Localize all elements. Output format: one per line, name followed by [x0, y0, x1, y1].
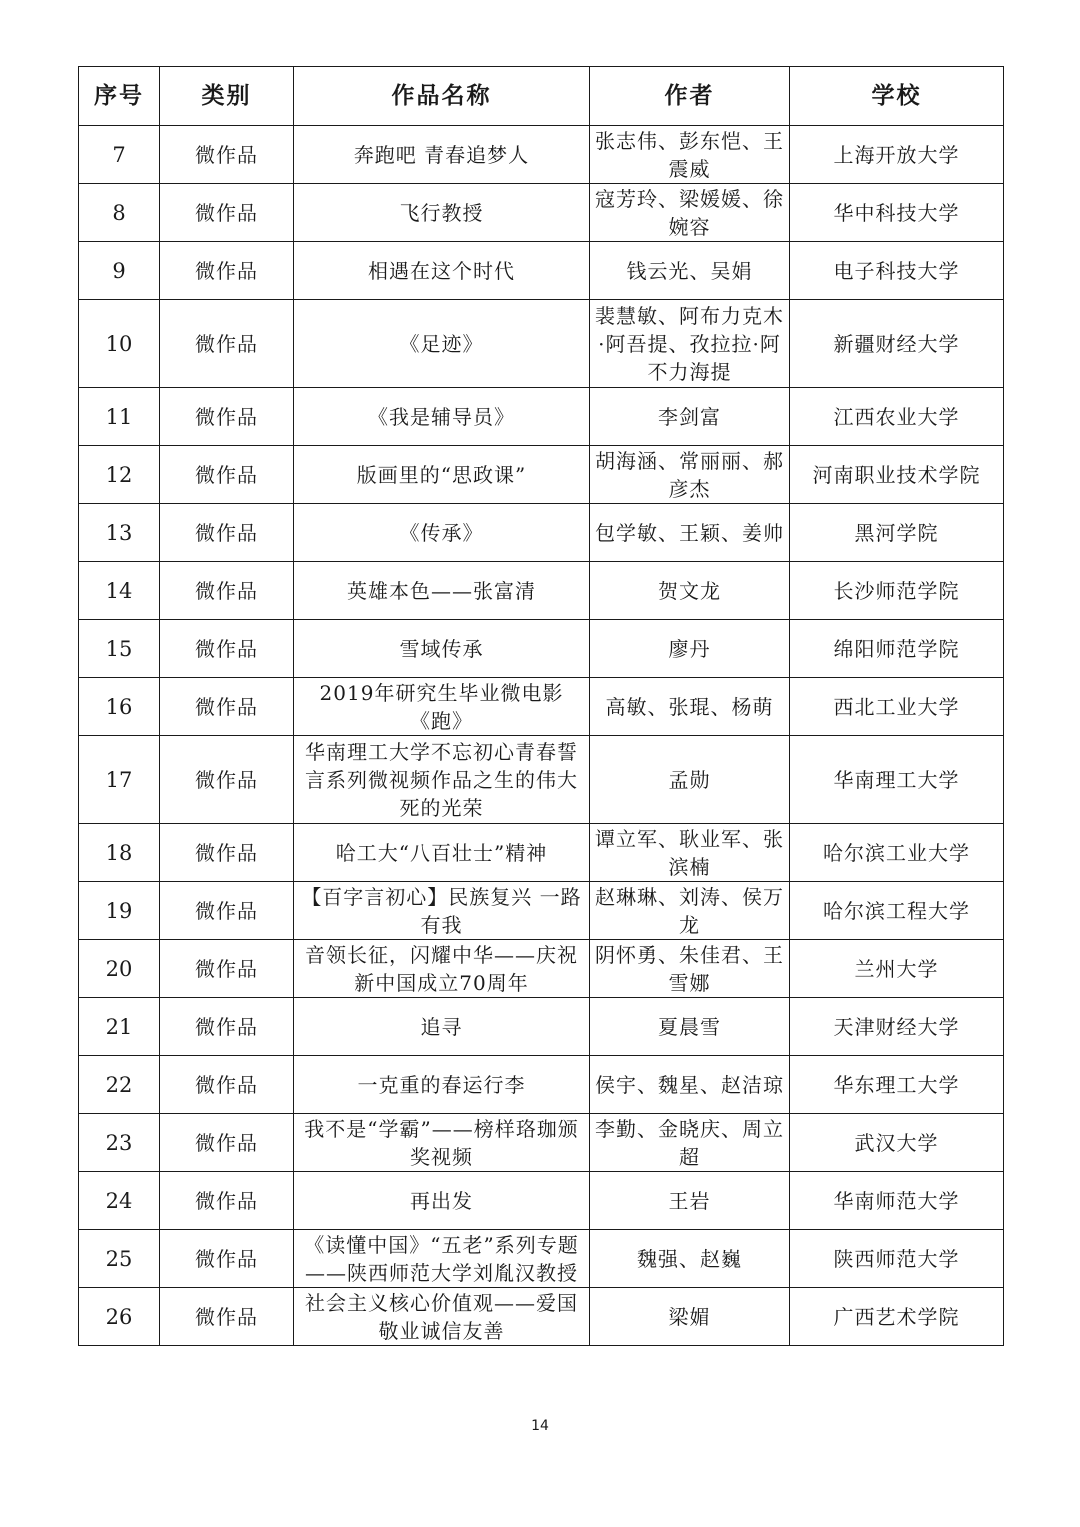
cell-category: 微作品 — [160, 562, 294, 620]
cell-title: 《读懂中国》“五老”系列专题——陕西师范大学刘胤汉教授 — [294, 1230, 590, 1288]
cell-category: 微作品 — [160, 940, 294, 998]
cell-category: 微作品 — [160, 998, 294, 1056]
cell-category: 微作品 — [160, 184, 294, 242]
cell-author: 阴怀勇、朱佳君、王雪娜 — [590, 940, 790, 998]
table-header-row — [79, 67, 1004, 126]
table-body — [79, 126, 1004, 1346]
table-row — [79, 242, 1004, 300]
cell-no: 26 — [79, 1288, 160, 1346]
cell-author: 魏强、赵巍 — [590, 1230, 790, 1288]
cell-title: 2019年研究生毕业微电影《跑》 — [294, 678, 590, 736]
cell-author: 包学敏、王颖、姜帅 — [590, 504, 790, 562]
cell-title: 相遇在这个时代 — [294, 242, 590, 300]
cell-no: 15 — [79, 620, 160, 678]
cell-no: 8 — [79, 184, 160, 242]
cell-school: 武汉大学 — [790, 1114, 1004, 1172]
cell-school: 西北工业大学 — [790, 678, 1004, 736]
cell-title: 《我是辅导员》 — [294, 388, 590, 446]
cell-author: 赵琳琳、刘涛、侯万龙 — [590, 882, 790, 940]
cell-title: 《传承》 — [294, 504, 590, 562]
cell-category: 微作品 — [160, 300, 294, 388]
cell-title: 音领长征，闪耀中华——庆祝新中国成立70周年 — [294, 940, 590, 998]
cell-title: 英雄本色——张富清 — [294, 562, 590, 620]
cell-no: 25 — [79, 1230, 160, 1288]
header-author: 作者 — [590, 67, 790, 126]
cell-title: 《足迹》 — [294, 300, 590, 388]
table-row — [79, 1114, 1004, 1172]
cell-author: 高敏、张琨、杨萌 — [590, 678, 790, 736]
cell-no: 14 — [79, 562, 160, 620]
cell-category: 微作品 — [160, 678, 294, 736]
cell-category: 微作品 — [160, 504, 294, 562]
cell-title: 华南理工大学不忘初心青春誓言系列微视频作品之生的伟大死的光荣 — [294, 736, 590, 824]
cell-title: 一克重的春运行李 — [294, 1056, 590, 1114]
header-no: 序号 — [79, 67, 160, 126]
cell-author: 谭立军、耿业军、张滨楠 — [590, 824, 790, 882]
cell-school: 华东理工大学 — [790, 1056, 1004, 1114]
award-list-table — [78, 66, 1004, 1346]
cell-category: 微作品 — [160, 620, 294, 678]
cell-school: 哈尔滨工程大学 — [790, 882, 1004, 940]
cell-author: 贺文龙 — [590, 562, 790, 620]
cell-author: 胡海涵、常丽丽、郝彦杰 — [590, 446, 790, 504]
cell-author: 夏晨雪 — [590, 998, 790, 1056]
cell-no: 9 — [79, 242, 160, 300]
cell-title: 奔跑吧 青春追梦人 — [294, 126, 590, 184]
cell-school: 电子科技大学 — [790, 242, 1004, 300]
table-row — [79, 388, 1004, 446]
cell-school: 华南理工大学 — [790, 736, 1004, 824]
cell-title: 【百字言初心】民族复兴 一路有我 — [294, 882, 590, 940]
cell-author: 侯宇、魏星、赵洁琼 — [590, 1056, 790, 1114]
table-row — [79, 1172, 1004, 1230]
cell-author: 寇芳玲、梁媛媛、徐婉容 — [590, 184, 790, 242]
cell-no: 16 — [79, 678, 160, 736]
table-row — [79, 1230, 1004, 1288]
cell-author: 钱云光、吴娟 — [590, 242, 790, 300]
cell-category: 微作品 — [160, 736, 294, 824]
table-row — [79, 184, 1004, 242]
cell-title: 版画里的“思政课” — [294, 446, 590, 504]
cell-school: 绵阳师范学院 — [790, 620, 1004, 678]
cell-no: 19 — [79, 882, 160, 940]
table-row — [79, 678, 1004, 736]
cell-title: 雪域传承 — [294, 620, 590, 678]
cell-school: 华中科技大学 — [790, 184, 1004, 242]
cell-no: 20 — [79, 940, 160, 998]
header-title: 作品名称 — [294, 67, 590, 126]
cell-school: 长沙师范学院 — [790, 562, 1004, 620]
cell-school: 广西艺术学院 — [790, 1288, 1004, 1346]
cell-author: 李剑富 — [590, 388, 790, 446]
table-row — [79, 940, 1004, 998]
cell-no: 13 — [79, 504, 160, 562]
cell-school: 上海开放大学 — [790, 126, 1004, 184]
cell-no: 18 — [79, 824, 160, 882]
cell-no: 21 — [79, 998, 160, 1056]
cell-title: 社会主义核心价值观——爱国敬业诚信友善 — [294, 1288, 590, 1346]
cell-no: 12 — [79, 446, 160, 504]
table-row — [79, 300, 1004, 388]
cell-title: 我不是“学霸”——榜样珞珈颁奖视频 — [294, 1114, 590, 1172]
cell-no: 23 — [79, 1114, 160, 1172]
cell-title: 哈工大“八百壮士”精神 — [294, 824, 590, 882]
cell-category: 微作品 — [160, 1056, 294, 1114]
cell-school: 河南职业技术学院 — [790, 446, 1004, 504]
cell-no: 22 — [79, 1056, 160, 1114]
table-row — [79, 1288, 1004, 1346]
cell-no: 10 — [79, 300, 160, 388]
cell-school: 兰州大学 — [790, 940, 1004, 998]
cell-category: 微作品 — [160, 824, 294, 882]
table-row — [79, 504, 1004, 562]
cell-category: 微作品 — [160, 1230, 294, 1288]
cell-author: 裴慧敏、阿布力克木·阿吾提、孜拉拉·阿不力海提 — [590, 300, 790, 388]
cell-author: 张志伟、彭东恺、王震威 — [590, 126, 790, 184]
table-row — [79, 1056, 1004, 1114]
cell-category: 微作品 — [160, 126, 294, 184]
cell-school: 华南师范大学 — [790, 1172, 1004, 1230]
cell-school: 哈尔滨工业大学 — [790, 824, 1004, 882]
header-category: 类别 — [160, 67, 294, 126]
cell-school: 陕西师范大学 — [790, 1230, 1004, 1288]
cell-title: 追寻 — [294, 998, 590, 1056]
cell-school: 新疆财经大学 — [790, 300, 1004, 388]
header-school: 学校 — [790, 67, 1004, 126]
table-row — [79, 882, 1004, 940]
cell-no: 17 — [79, 736, 160, 824]
cell-no: 24 — [79, 1172, 160, 1230]
cell-category: 微作品 — [160, 882, 294, 940]
cell-title: 再出发 — [294, 1172, 590, 1230]
table-row — [79, 126, 1004, 184]
cell-category: 微作品 — [160, 242, 294, 300]
table-row — [79, 824, 1004, 882]
cell-school: 天津财经大学 — [790, 998, 1004, 1056]
table-row — [79, 736, 1004, 824]
cell-author: 王岩 — [590, 1172, 790, 1230]
cell-category: 微作品 — [160, 446, 294, 504]
table-row — [79, 998, 1004, 1056]
cell-title: 飞行教授 — [294, 184, 590, 242]
table-row — [79, 562, 1004, 620]
cell-school: 江西农业大学 — [790, 388, 1004, 446]
cell-author: 李勤、金晓庆、周立超 — [590, 1114, 790, 1172]
page-number: 14 — [531, 1418, 549, 1434]
cell-no: 11 — [79, 388, 160, 446]
cell-author: 孟勋 — [590, 736, 790, 824]
cell-category: 微作品 — [160, 1114, 294, 1172]
table-row — [79, 620, 1004, 678]
cell-category: 微作品 — [160, 1288, 294, 1346]
table-row — [79, 446, 1004, 504]
cell-author: 梁媚 — [590, 1288, 790, 1346]
cell-author: 廖丹 — [590, 620, 790, 678]
cell-school: 黑河学院 — [790, 504, 1004, 562]
cell-category: 微作品 — [160, 388, 294, 446]
cell-no: 7 — [79, 126, 160, 184]
cell-category: 微作品 — [160, 1172, 294, 1230]
